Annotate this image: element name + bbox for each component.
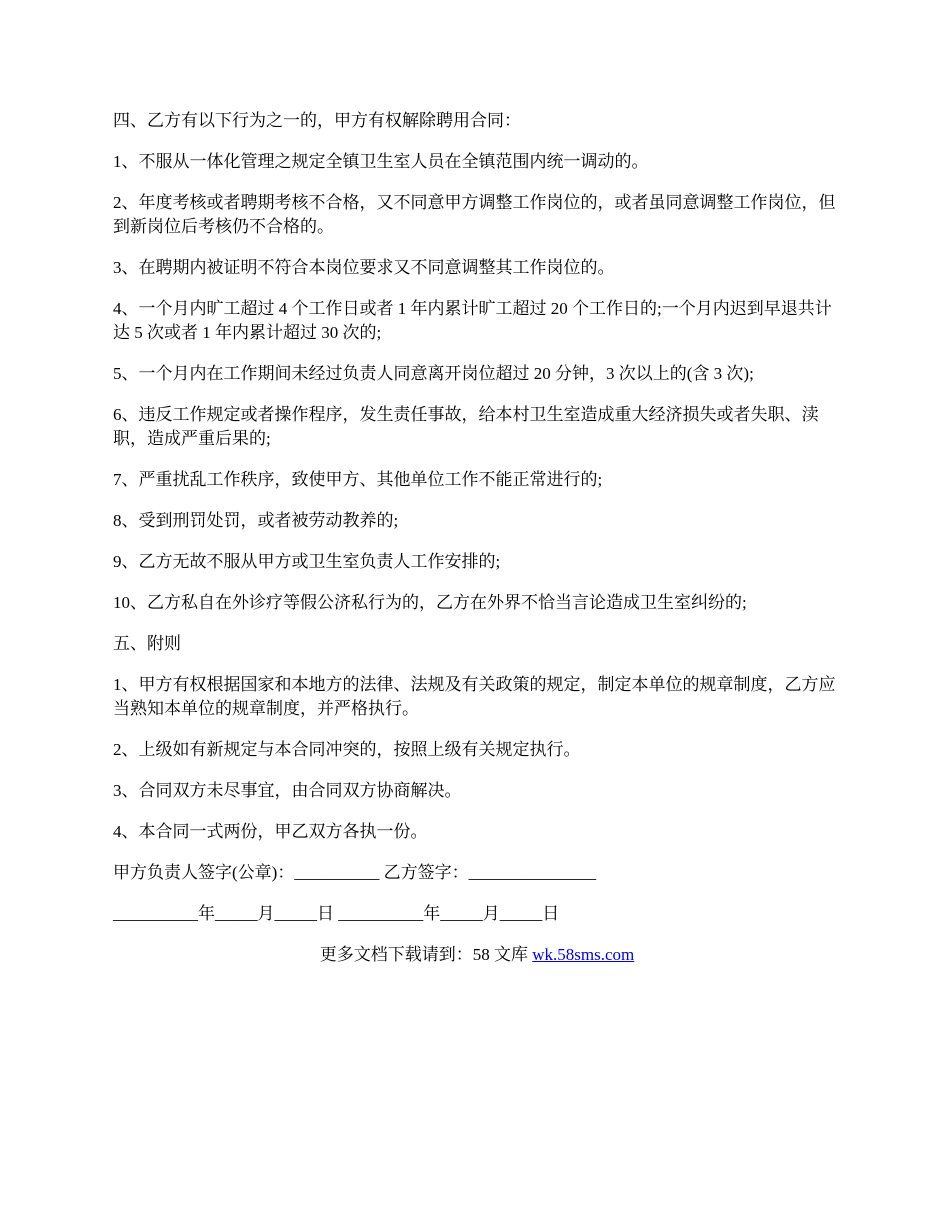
- section-heading-5: 五、附则: [113, 634, 181, 653]
- clause-5-1: 1、甲方有权根据国家和本地方的法律、法规及有关政策的规定，制定本单位的规章制度，乙方应当熟知本单位的规章制度，并严格执行。: [113, 675, 836, 718]
- clause-4-7: 7、严重扰乱工作秩序，致使甲方、其他单位工作不能正常进行的;: [113, 470, 603, 489]
- footer-link[interactable]: wk.58sms.com: [532, 945, 635, 964]
- clause-4-6: 6、违反工作规定或者操作程序，发生责任事故，给本村卫生室造成重大经济损失或者失职、渎职，造成严重后果的;: [113, 405, 819, 448]
- footer-text: 更多文档下载请到：58 文库: [319, 945, 533, 964]
- clause-4-1: 1、不服从一体化管理之规定全镇卫生室人员在全镇范围内统一调动的。: [113, 152, 649, 171]
- clause-5-3: 3、合同双方未尽事宜，由合同双方协商解决。: [113, 781, 462, 800]
- clause-4-10: 10、乙方私自在外诊疗等假公济私行为的，乙方在外界不恰当言论造成卫生室纠纷的;: [113, 593, 747, 612]
- clause-4-8: 8、受到刑罚处罚，或者被劳动教养的;: [113, 511, 399, 530]
- clause-4-9: 9、乙方无故不服从甲方或卫生室负责人工作安排的;: [113, 552, 501, 571]
- clause-5-2: 2、上级如有新规定与本合同冲突的，按照上级有关规定执行。: [113, 740, 581, 759]
- download-footer: [113, 943, 841, 967]
- document-page: [113, 109, 841, 967]
- section-heading-4: 四、乙方有以下行为之一的，甲方有权解除聘用合同：: [113, 111, 521, 130]
- clause-4-4: 4、一个月内旷工超过 4 个工作日或者 1 年内累计旷工超过 20 个工作日的;一个月内迟到早退共计达 5 次或者 1 年内累计超过 30 次的;: [113, 299, 832, 342]
- clause-4-5: 5、一个月内在工作期间未经过负责人同意离开岗位超过 20 分钟，3 次以上的(含 3 次);: [113, 364, 754, 383]
- signature-line: 甲方负责人签字(公章)：__________ 乙方签字：_______________: [113, 863, 597, 882]
- clause-5-4: 4、本合同一式两份，甲乙双方各执一份。: [113, 822, 428, 841]
- date-line: __________年_____月_____日 __________年_____月_____日: [113, 904, 560, 923]
- clause-4-3: 3、在聘期内被证明不符合本岗位要求又不同意调整其工作岗位的。: [113, 258, 615, 277]
- clause-4-2: 2、年度考核或者聘期考核不合格，又不同意甲方调整工作岗位的，或者虽同意调整工作岗位，但到新岗位后考核仍不合格的。: [113, 193, 836, 236]
